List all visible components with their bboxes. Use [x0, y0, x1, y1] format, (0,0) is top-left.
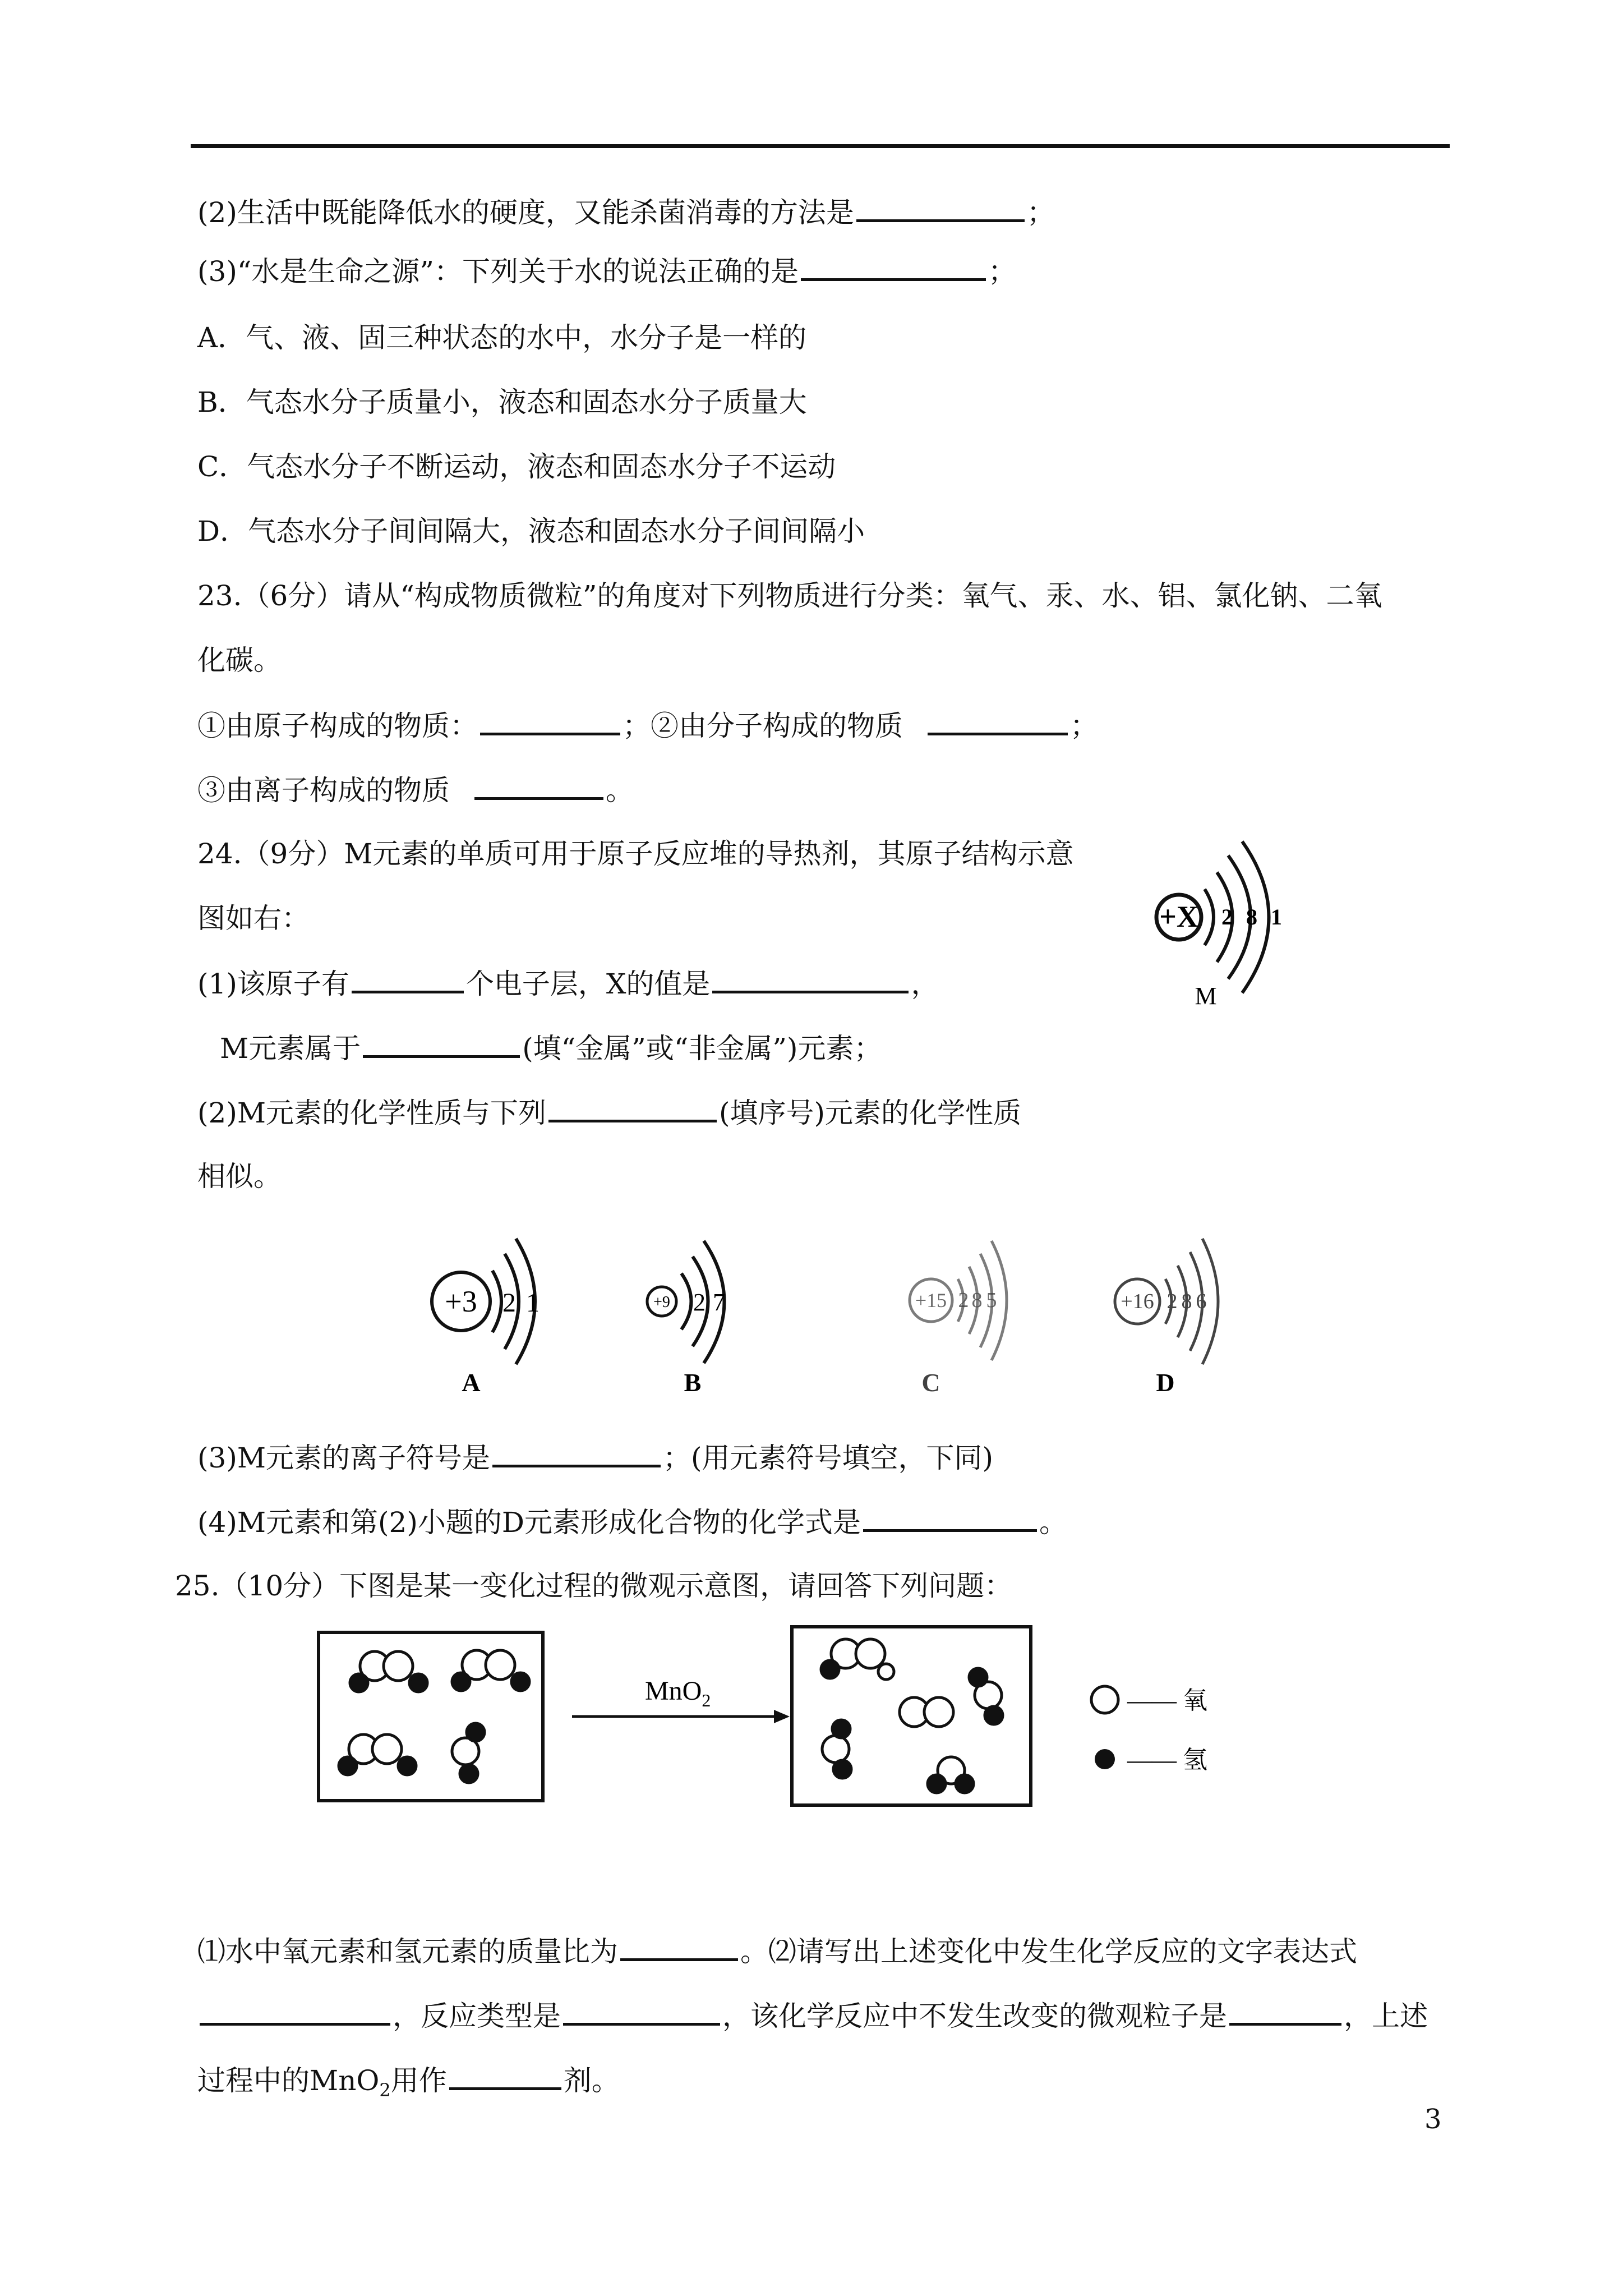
answer-blank[interactable] [363, 1029, 520, 1058]
answer-blank[interactable] [620, 1932, 738, 1961]
nucleus-charge: +16 [1121, 1290, 1154, 1313]
m-atom-diagram [1133, 830, 1324, 1021]
q23-stem: 23.（6分）请从“构成物质微粒”的角度对下列物质进行分类：氧气、汞、水、铝、氯化钠、二氧 [197, 579, 1382, 612]
option-b[interactable]: B．气态水分子质量小，液态和固态水分子质量大 [197, 386, 807, 418]
q25-line-a: ⑴水中氧元素和氢元素的质量比为 。⑵请写出上述变化中发生化学反应的文字表达式 [197, 1932, 1357, 1970]
nucleus-charge: +9 [653, 1294, 670, 1311]
q24-part1: (1)该原子有 个电子层，X的值是 ， [197, 965, 939, 1002]
q23-part-b: ③由离子构成的物质 。 [197, 771, 634, 808]
answer-blank[interactable] [928, 707, 1068, 735]
shell-count: 6 [1196, 1290, 1207, 1313]
legend-oxygen: —— 氧 [1127, 1687, 1207, 1714]
q24-part4: (4)M元素和第(2)小题的D元素形成化合物的化学式是 。 [197, 1503, 1067, 1540]
option-label: D [1156, 1368, 1175, 1397]
q23-part-a: ①由原子构成的物质： ；②由分子构成的物质 ； [197, 707, 1098, 744]
shell-count: 2 [502, 1288, 516, 1318]
shell-count: 2 [958, 1289, 969, 1312]
answer-blank[interactable] [352, 965, 464, 993]
shell-count: 8 [1246, 904, 1257, 930]
page-number: 3 [1424, 2104, 1442, 2135]
shell-count: 2 [1221, 904, 1233, 930]
q22-part2: (2)生活中既能降低水的硬度，又能杀菌消毒的方法是 ； [197, 194, 1055, 231]
q25-line-b: ，反应类型是 ，该化学反应中不发生改变的微观粒子是 ，上述 [197, 1997, 1428, 2034]
option-c[interactable]: C．气态水分子不断运动，液态和固态水分子不运动 [197, 450, 836, 483]
option-label: C [921, 1368, 940, 1397]
legend [1091, 1686, 1207, 1774]
answer-blank[interactable] [801, 252, 986, 281]
q24-part2-cont: 相似。 [197, 1160, 282, 1193]
shell-count: 8 [1181, 1290, 1192, 1313]
nucleus-charge: +15 [915, 1289, 947, 1312]
oxygen-legend-icon [1091, 1686, 1118, 1713]
answer-blank[interactable] [548, 1094, 717, 1122]
option-a[interactable]: A．气、液、固三种状态的水中，水分子是一样的 [197, 321, 807, 354]
q25-line-c: 过程中的MnO$_2$用作 剂。 [197, 2062, 620, 2108]
answer-blank[interactable] [863, 1503, 1037, 1532]
q24-stem-cont: 图如右： [197, 902, 310, 935]
q24-stem: 24.（9分）M元素的单质可用于原子反应堆的导热剂，其原子结构示意 [197, 838, 1074, 870]
answer-blank[interactable] [563, 1997, 720, 2026]
shell-count: 8 [971, 1289, 983, 1312]
shell-count: 1 [1271, 904, 1282, 930]
shell-count: 2 [693, 1289, 706, 1316]
answer-blank[interactable] [200, 1997, 390, 2026]
answer-blank[interactable] [856, 194, 1025, 222]
diagram-label: M [1195, 982, 1217, 1010]
option-label: B [684, 1368, 702, 1397]
q24-part3: (3)M元素的离子符号是 ；(用元素符号填空，下同) [197, 1439, 993, 1476]
answer-blank[interactable] [1229, 1997, 1341, 2026]
q23-stem-cont: 化碳。 [197, 644, 282, 677]
shell-count: 7 [713, 1289, 725, 1316]
legend-hydrogen: —— 氢 [1127, 1746, 1207, 1774]
shell-count: 2 [1166, 1290, 1178, 1313]
q25-stem: 25.（10分）下图是某一变化过程的微观示意图，请回答下列问题： [175, 1570, 1013, 1602]
atom-a[interactable] [432, 1239, 540, 1397]
q24-part2: (2)M元素的化学性质与下列 (填序号)元素的化学性质 [197, 1094, 1021, 1131]
nucleus-charge: +3 [445, 1285, 477, 1318]
atom-c[interactable] [910, 1241, 1007, 1397]
atom-d[interactable] [1115, 1239, 1218, 1397]
q22-part3: (3)“水是生命之源”：下列关于水的说法正确的是 ； [197, 252, 1016, 289]
option-label: A [462, 1368, 481, 1397]
atom-b[interactable] [647, 1241, 725, 1397]
shell-count: 5 [986, 1289, 997, 1312]
answer-blank[interactable] [474, 771, 603, 800]
answer-blank[interactable] [480, 707, 620, 735]
nucleus-charge: +X [1159, 900, 1198, 933]
option-d[interactable]: D．气态水分子间间隔大，液态和固态水分子间间隔小 [197, 515, 865, 547]
catalyst-label: MnO$_2$ [645, 1676, 711, 1710]
answer-blank[interactable] [449, 2062, 561, 2090]
answer-blank[interactable] [712, 965, 909, 993]
hydrogen-legend-icon [1095, 1749, 1115, 1769]
q24-part1-cont: M元素属于 (填“金属”或“非金属”)元素； [220, 1029, 882, 1066]
reaction-diagram [314, 1616, 1301, 1823]
header-rule [191, 144, 1450, 148]
atom-options-diagram [426, 1223, 1324, 1402]
shell-count: 1 [526, 1288, 540, 1318]
answer-blank[interactable] [492, 1439, 661, 1467]
